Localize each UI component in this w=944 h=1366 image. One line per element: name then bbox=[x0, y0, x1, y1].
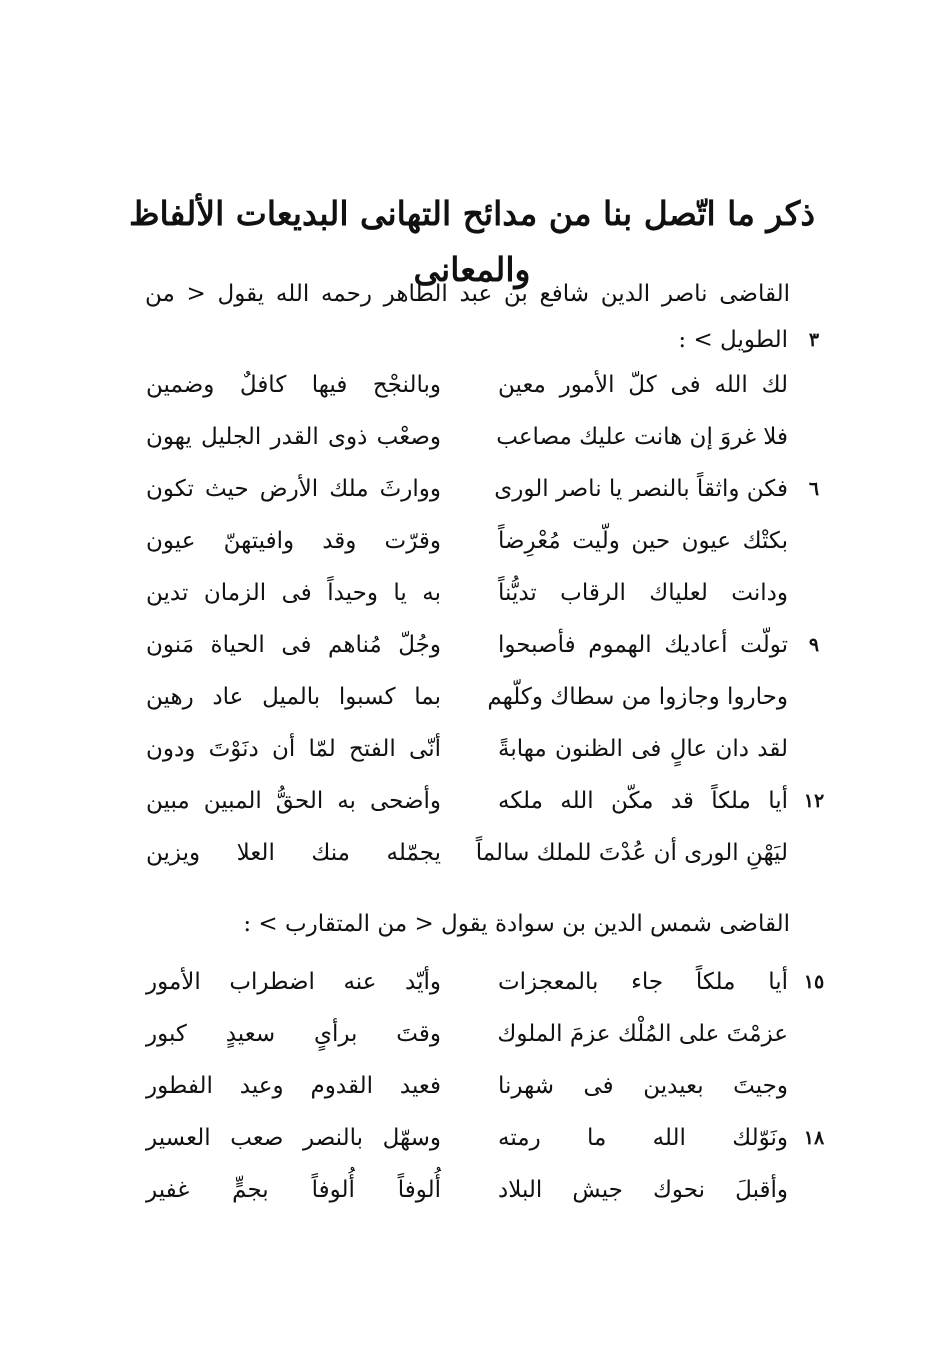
verse bbox=[118, 956, 830, 1008]
verse bbox=[118, 671, 830, 723]
verse bbox=[118, 1164, 830, 1216]
page-title: ذكر ما اتّصل بنا من مدائح التهانى البديعات الألفاظ والمعانى bbox=[128, 194, 816, 289]
verse-hemistich-1: بكتْك عيون حين ولّيت مُعْرِضاً bbox=[498, 528, 788, 554]
verse bbox=[118, 827, 830, 879]
verse-number: ١٢ bbox=[803, 790, 825, 812]
verse bbox=[118, 411, 830, 463]
verse-hemistich-2: به يا وحيداً فى الزمان تدين bbox=[146, 580, 441, 606]
verse-hemistich-1: فكن واثقاً بالنصر يا ناصر الورى bbox=[494, 476, 788, 502]
verse bbox=[118, 463, 830, 515]
verse-hemistich-2: وبالنجْح فيها كافلٌ وضمين bbox=[146, 372, 441, 398]
verse-hemistich-1: ونَوّلك الله ما رمته bbox=[498, 1125, 788, 1151]
verse-hemistich-1: وأقبلَ نحوك جيش البلاد bbox=[498, 1177, 788, 1203]
verse bbox=[118, 723, 830, 775]
verse bbox=[118, 515, 830, 567]
verse-hemistich-1: ليَهْنِ الورى أن عُدْتَ للملك سالماً bbox=[475, 840, 788, 866]
verse-number: ٦ bbox=[808, 478, 820, 500]
verse-number: ١٨ bbox=[803, 1127, 825, 1149]
verse-hemistich-1: أيا ملكاً جاء بالمعجزات bbox=[498, 969, 788, 995]
intro-line: القاضى شمس الدين بن سوادة يقول < من المتقارب > : bbox=[243, 911, 790, 937]
verse-hemistich-1: وجيتَ بعيدين فى شهرنا bbox=[498, 1073, 788, 1099]
verse bbox=[118, 1112, 830, 1164]
verse-number: ٩ bbox=[808, 634, 820, 656]
verse-hemistich-1: وحاروا وجازوا من سطاك وكلّهم bbox=[487, 684, 788, 710]
verse-number: ٣ bbox=[808, 329, 820, 351]
poem-2 bbox=[118, 956, 830, 1216]
verse-hemistich-1: ودانت لعلياك الرقاب تديُّناً bbox=[498, 580, 788, 606]
verse-hemistich-1: لقد دان عالٍ فى الظنون مهابةً bbox=[498, 736, 788, 762]
verse bbox=[118, 567, 830, 619]
intro-line: القاضى ناصر الدين شافع بن عبد الطاهر رحمه الله يقول < من bbox=[145, 281, 790, 307]
verse bbox=[118, 359, 830, 411]
verse-hemistich-2: أُلوفاً أُلوفاً بجمٍّ غفير bbox=[146, 1177, 441, 1203]
verse bbox=[118, 1008, 830, 1060]
poem-1 bbox=[118, 359, 830, 879]
verse-hemistich-2: وقرّت وقد وافيتهنّ عيون bbox=[146, 528, 441, 554]
verse-hemistich-2: فعيد القدوم وعيد الفطور bbox=[146, 1073, 441, 1099]
verse-hemistich-1: عزمْتَ على المُلْك عزمَ الملوك bbox=[497, 1021, 788, 1047]
verse-hemistich-2: ووارثَ ملك الأرض حيث تكون bbox=[146, 476, 441, 502]
verse-hemistich-1: أيا ملكاً قد مكّن الله ملكه bbox=[498, 788, 788, 814]
verse-hemistich-2: وصعْب ذوى القدر الجليل يهون bbox=[146, 424, 441, 450]
verse bbox=[118, 619, 830, 671]
verse-hemistich-2: وجُلّ مُناهم فى الحياة مَنون bbox=[146, 632, 441, 658]
verse-hemistich-2: وأضحى به الحقُّ المبين مبين bbox=[146, 788, 441, 814]
verse-number: ١٥ bbox=[803, 971, 825, 993]
verse-hemistich-2: يجمّله منك العلا ويزين bbox=[146, 840, 441, 866]
intro-line: الطويل > : bbox=[678, 327, 788, 353]
verse-hemistich-2: بما كسبوا بالميل عاد رهين bbox=[146, 684, 441, 710]
verse-hemistich-1: تولّت أعاديك الهموم فأصبحوا bbox=[498, 632, 788, 658]
poet-intro-1 bbox=[145, 268, 790, 320]
poet-intro-2 bbox=[200, 898, 790, 950]
verse-hemistich-1: فلا غروَ إن هانت عليك مصاعب bbox=[496, 424, 788, 450]
verse bbox=[118, 775, 830, 827]
verse-hemistich-2: وقتَ برأىٍ سعيدٍ كبور bbox=[146, 1021, 441, 1047]
verse-hemistich-1: لك الله فى كلّ الأمور معين bbox=[498, 372, 788, 398]
verse-hemistich-2: أنّى الفتح لمّا أن دنَوْتَ ودون bbox=[146, 736, 441, 762]
verse-hemistich-2: وأيّد عنه اضطراب الأمور bbox=[146, 969, 441, 995]
verse bbox=[118, 1060, 830, 1112]
verse-hemistich-2: وسهّل بالنصر صعب العسير bbox=[146, 1125, 441, 1151]
